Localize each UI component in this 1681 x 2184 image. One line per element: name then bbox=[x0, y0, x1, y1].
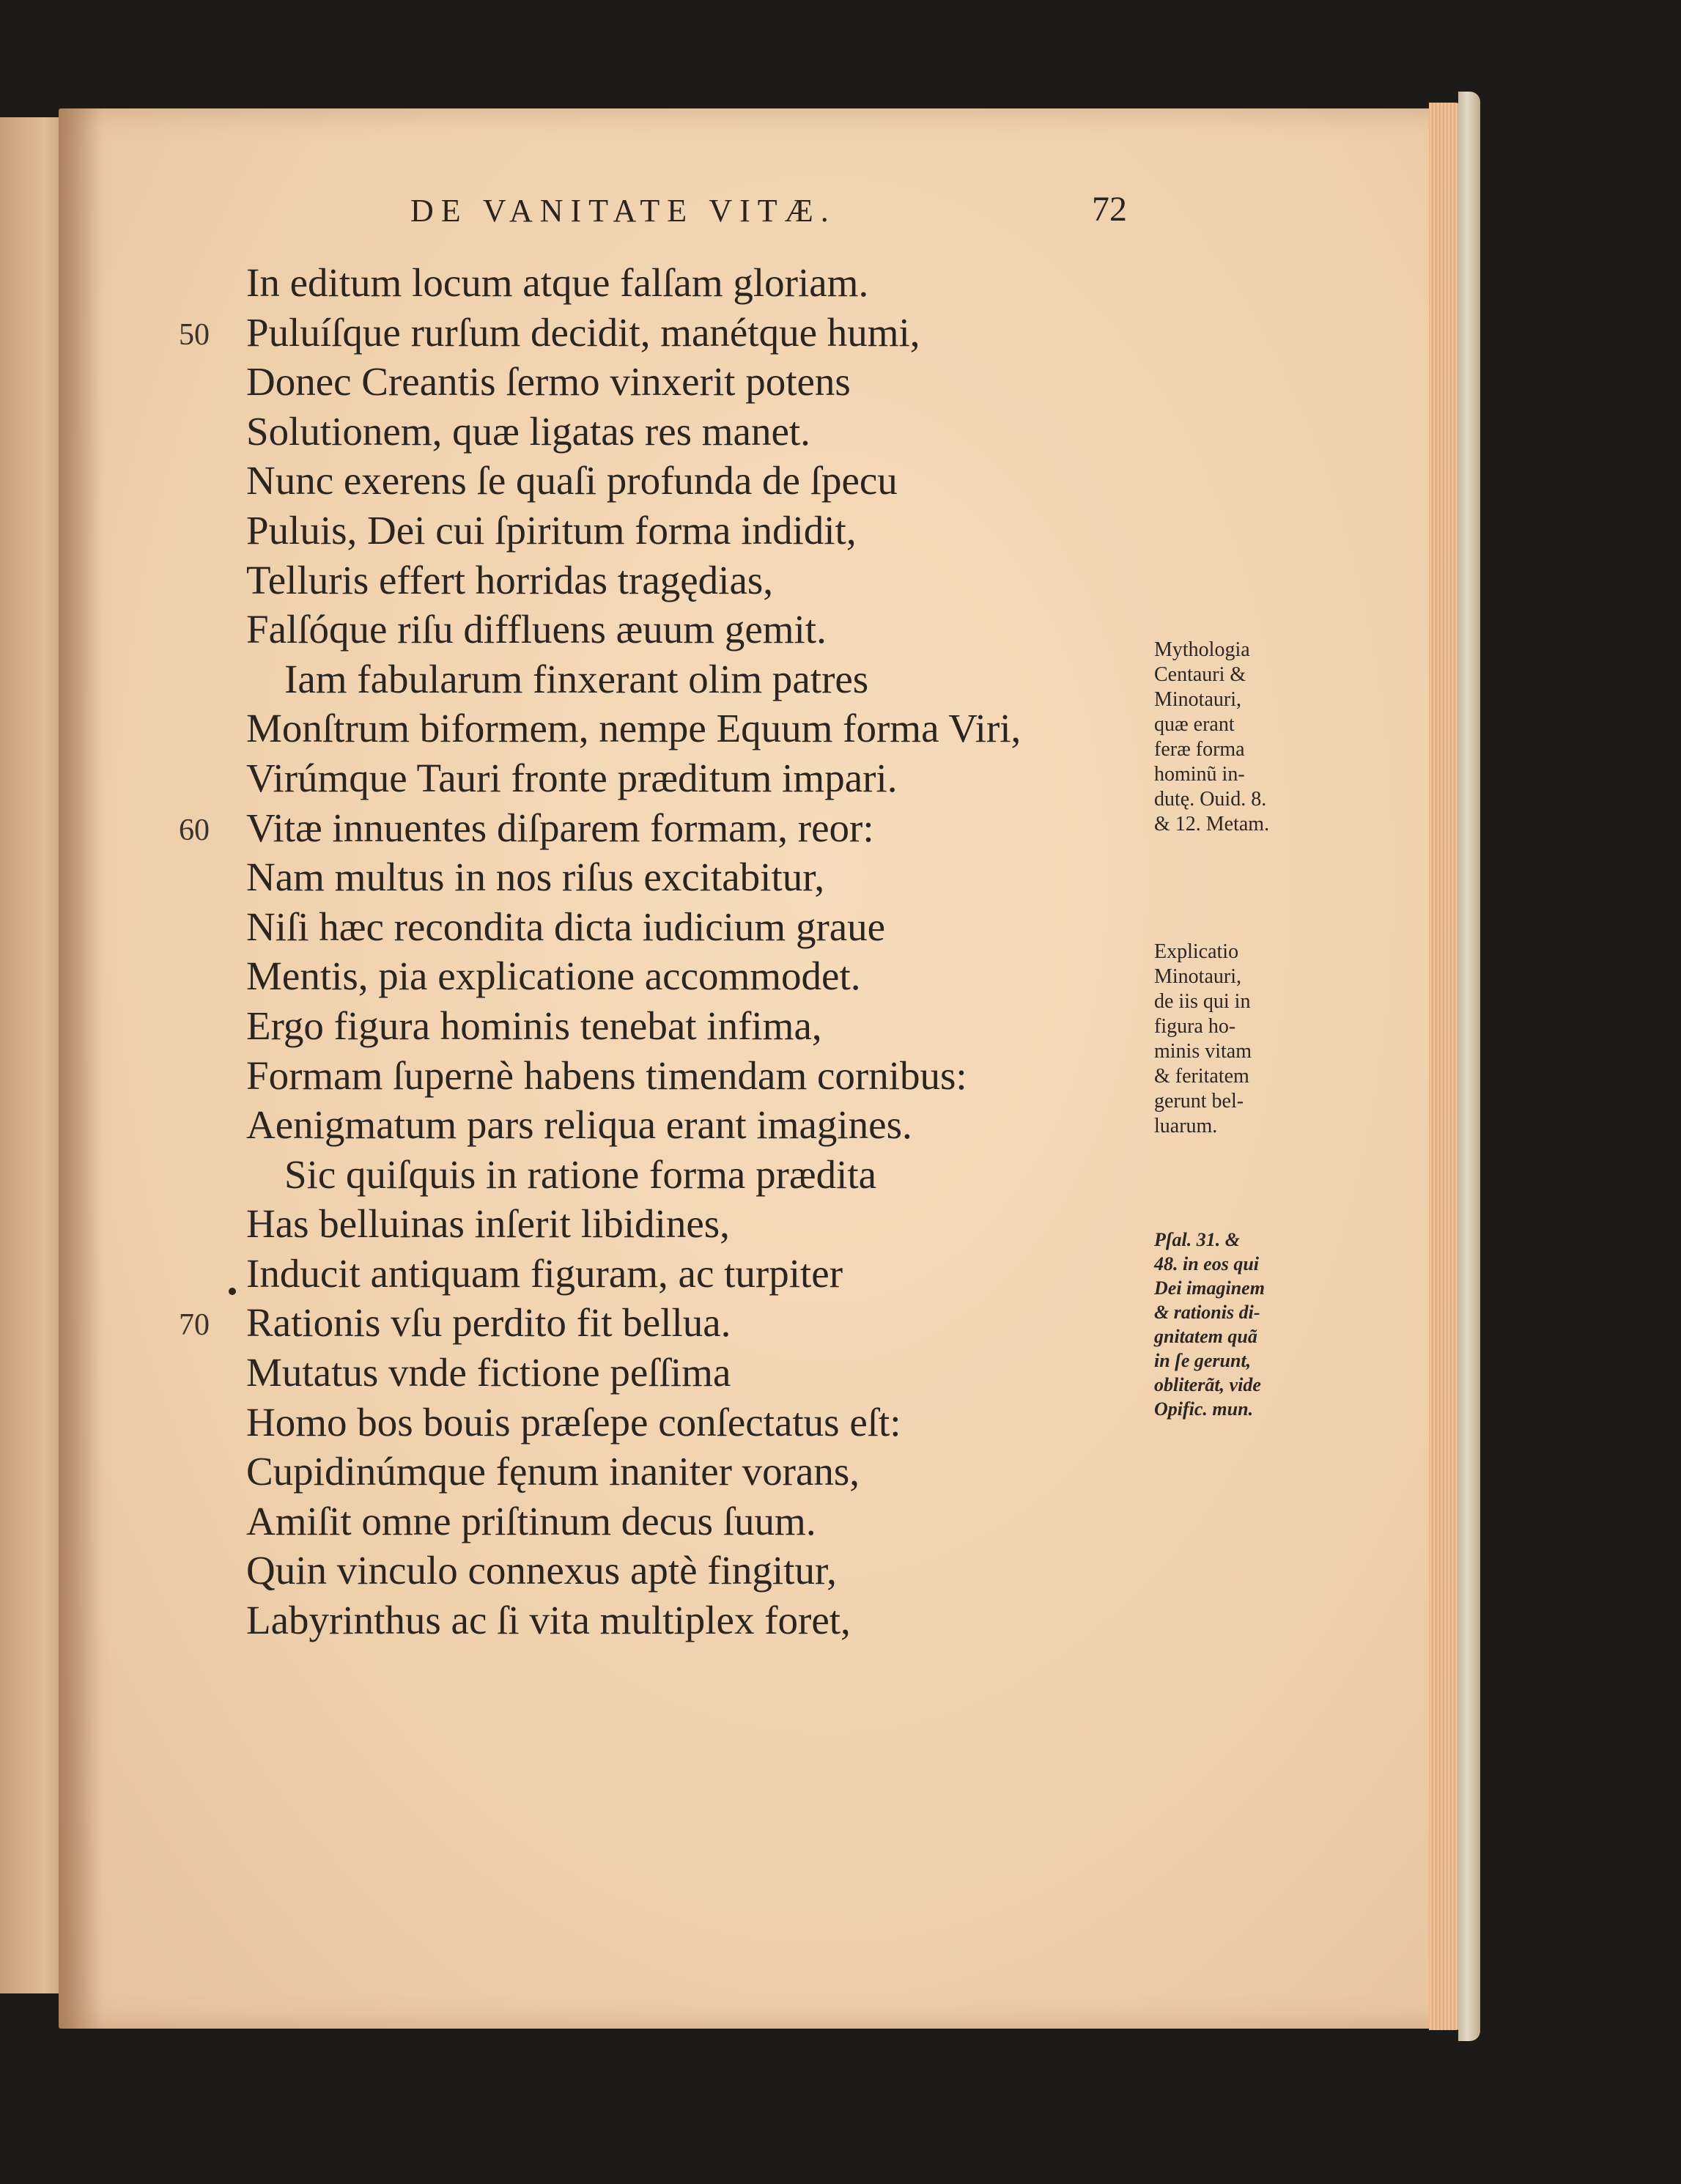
marginal-note-line: figura ho- bbox=[1154, 1015, 1236, 1038]
marginal-note-line: Explicatio bbox=[1154, 940, 1239, 963]
page-number: 72 bbox=[1092, 190, 1127, 229]
verse-line bbox=[246, 1199, 1177, 1249]
verse-line bbox=[246, 258, 1177, 308]
verse-line bbox=[246, 506, 1177, 556]
printer-mark bbox=[229, 1288, 236, 1295]
verse-line-text: Homo bos bouis præſepe conſectatus eſt: bbox=[246, 1399, 901, 1445]
verse-line-text: Puluis, Dei cui ſpiritum forma indidit, bbox=[246, 507, 857, 553]
verse-line bbox=[246, 902, 1177, 952]
verse-line bbox=[246, 951, 1177, 1001]
marginal-note-line: quæ erant bbox=[1154, 713, 1235, 736]
verse-line-text: Amiſit omne priſtinum decus ſuum. bbox=[246, 1498, 816, 1543]
verse-line bbox=[246, 654, 1177, 704]
verse-line-text: Nunc exerens ſe quaſi profunda de ſpecu bbox=[246, 458, 898, 503]
verse-line bbox=[246, 1100, 1177, 1150]
line-number: 50 bbox=[179, 317, 210, 352]
marginal-note-line: Mythologia bbox=[1154, 638, 1250, 661]
verse-line-text: Puluíſque rurſum decidit, manétque humi, bbox=[246, 309, 920, 355]
marginal-note-line: Pſal. 31. & bbox=[1154, 1229, 1240, 1250]
verse-line bbox=[246, 1001, 1177, 1051]
marginal-note-line: in ſe gerunt, bbox=[1154, 1350, 1252, 1371]
verse-line bbox=[179, 1298, 1177, 1348]
marginal-note-line: luarum. bbox=[1154, 1115, 1218, 1137]
verse-line bbox=[246, 704, 1177, 753]
marginal-note-line: Minotauri, bbox=[1154, 965, 1241, 988]
verse-line bbox=[246, 605, 1177, 654]
verse-line-text: Cupidinúmque fęnum inaniter vorans, bbox=[246, 1449, 860, 1494]
verse-line bbox=[246, 407, 1177, 457]
marginal-note-line: & 12. Metam. bbox=[1154, 813, 1270, 835]
marginal-note-line: feræ forma bbox=[1154, 738, 1245, 761]
marginal-note-line: Opific. mun. bbox=[1154, 1398, 1254, 1420]
verse-line-text: Sic quiſquis in ratione forma prædita bbox=[284, 1151, 877, 1197]
verse-line-text: Mutatus vnde fictione peſſima bbox=[246, 1350, 731, 1395]
verse-text bbox=[179, 258, 1177, 1645]
verse-line bbox=[246, 1249, 1177, 1299]
verse-line-text: Telluris effert horridas tragędias, bbox=[246, 557, 774, 602]
marginal-note-line: minis vitam bbox=[1154, 1040, 1252, 1063]
verse-line bbox=[246, 1447, 1177, 1497]
verse-line-text: In editum locum atque falſam gloriam. bbox=[246, 260, 869, 305]
marginal-note-line: & feritatem bbox=[1154, 1065, 1249, 1088]
marginal-note-line: hominũ in- bbox=[1154, 763, 1245, 786]
marginal-note-line: Minotauri, bbox=[1154, 688, 1241, 711]
page-gutter bbox=[59, 108, 103, 2029]
verse-line-text: Has belluinas inſerit libidines, bbox=[246, 1201, 730, 1247]
verse-line-text: Ergo figura hominis tenebat infima, bbox=[246, 1003, 822, 1048]
verse-line-text: Solutionem, quæ ligatas res manet. bbox=[246, 408, 810, 454]
verse-line-text: Falſóque riſu diffluens æuum gemit. bbox=[246, 607, 827, 652]
verse-line bbox=[246, 1150, 1177, 1200]
marginal-note-line: de iis qui in bbox=[1154, 990, 1251, 1013]
verse-line bbox=[246, 1546, 1177, 1595]
marginal-note-line: 48. in eos qui bbox=[1154, 1253, 1260, 1274]
marginal-note-line: Centauri & bbox=[1154, 663, 1246, 686]
marginal-note-line: gnitatem quã bbox=[1154, 1326, 1257, 1347]
verse-line-text: Aenigmatum pars reliqua erant imagines. bbox=[246, 1102, 912, 1148]
verse-line-text: Formam ſupernè habens timendam cornibus: bbox=[246, 1052, 967, 1098]
marginal-note bbox=[1154, 940, 1323, 1139]
verse-line-text: Labyrinthus ac ſi vita multiplex foret, bbox=[246, 1598, 851, 1643]
marginal-note-line: Dei imaginem bbox=[1154, 1277, 1265, 1299]
running-head: DE VANITATE VITÆ. bbox=[410, 193, 836, 229]
verse-line bbox=[246, 1497, 1177, 1546]
marginal-note bbox=[1154, 1228, 1323, 1421]
verse-line-text: Donec Creantis ſermo vinxerit potens bbox=[246, 359, 851, 405]
marginal-note-line: & rationis di- bbox=[1154, 1302, 1260, 1323]
verse-line-text: Nam multus in nos riſus excitabitur, bbox=[246, 855, 825, 900]
binding-board bbox=[1458, 92, 1480, 2041]
verse-line-text: Quin vinculo connexus aptè fingitur, bbox=[246, 1548, 837, 1593]
verse-line bbox=[246, 852, 1177, 902]
verse-line-text: Monſtrum biformem, nempe Equum forma Viri, bbox=[246, 706, 1021, 751]
verse-line-text: Inducit antiquam figuram, ac turpiter bbox=[246, 1250, 843, 1296]
line-number: 60 bbox=[179, 813, 210, 847]
verse-line bbox=[179, 308, 1177, 358]
verse-line bbox=[246, 357, 1177, 407]
verse-line-text: Mentis, pia explicatione accommodet. bbox=[246, 953, 861, 999]
verse-line bbox=[179, 803, 1177, 853]
verse-line bbox=[246, 456, 1177, 506]
marginal-note-line: dutę. Ouid. 8. bbox=[1154, 788, 1267, 811]
verse-line bbox=[246, 1595, 1177, 1645]
verse-line-text: Iam fabularum finxerant olim patres bbox=[284, 656, 869, 701]
marginal-note-line: obliterãt, vide bbox=[1154, 1374, 1261, 1395]
verse-line bbox=[246, 1051, 1177, 1101]
verse-line bbox=[246, 1348, 1177, 1398]
verse-line bbox=[246, 753, 1177, 803]
verse-line-text: Virúmque Tauri fronte præditum impari. bbox=[246, 755, 898, 800]
marginal-note-line: gerunt bel- bbox=[1154, 1090, 1244, 1113]
line-number: 70 bbox=[179, 1308, 210, 1343]
verse-line bbox=[246, 556, 1177, 605]
verse-line-text: Niſi hæc recondita dicta iudicium graue bbox=[246, 904, 886, 949]
verse-line-text: Rationis vſu perdito fit bellua. bbox=[246, 1300, 731, 1346]
marginal-note bbox=[1154, 638, 1323, 837]
verse-line bbox=[246, 1398, 1177, 1447]
verse-line-text: Vitæ innuentes diſparem formam, reor: bbox=[246, 805, 874, 850]
